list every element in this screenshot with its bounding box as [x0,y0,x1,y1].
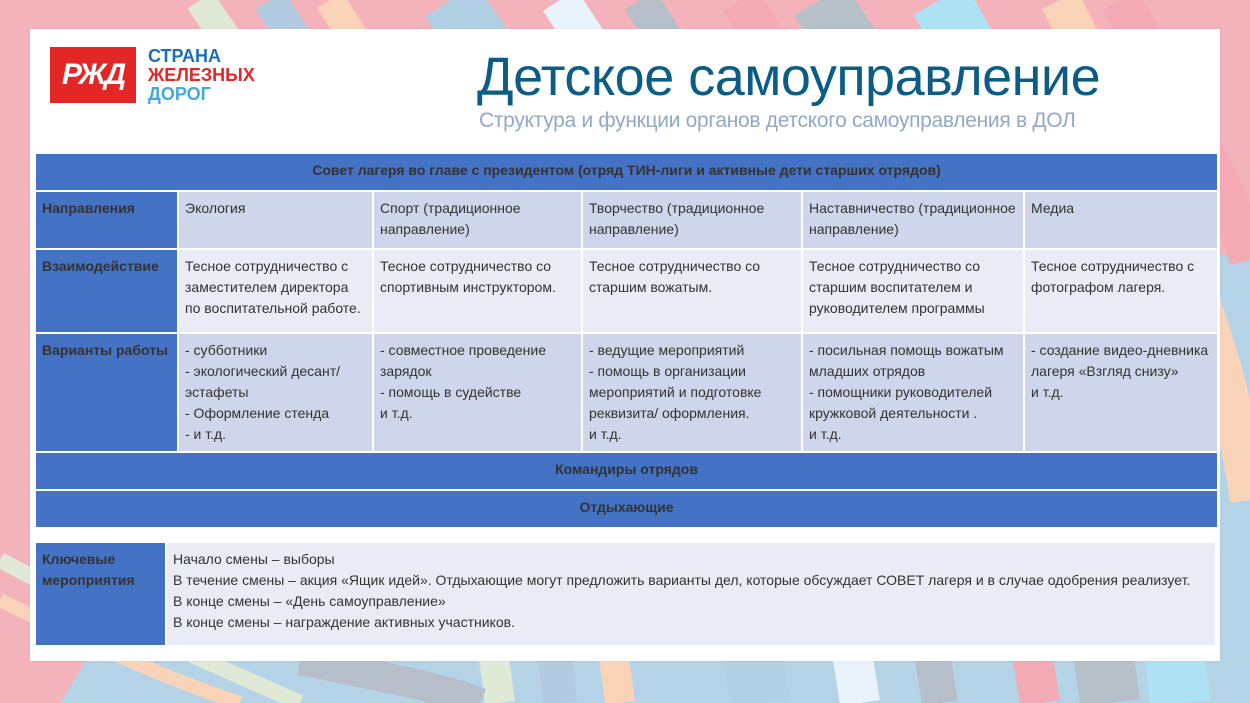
table-row-interaction [35,249,1218,333]
list-line: и т.д. [380,405,413,421]
logo-line-3: ДОРОГ [148,83,211,104]
rzd-logo-icon: РЖД [61,58,125,91]
list-line: - ведущие мероприятий [589,342,745,358]
table-row-key-events [35,542,1216,646]
list-line: и т.д. [809,426,842,442]
table-cell: Тесное сотрудничество со спортивным инструктором. [373,249,582,333]
row-label: Направления [35,191,178,249]
structure-table [34,152,1219,529]
table-cell: Медиа [1024,191,1218,249]
campers-band: Отдыхающие [35,490,1218,528]
table-cell [1024,333,1218,452]
event-line: В конце смены – награждение активных участников. [173,614,515,630]
rzd-logo-mark [50,47,136,103]
logo-slogan [148,47,255,104]
list-line: - создание видео-дневника лагеря «Взгляд снизу» [1031,342,1209,379]
table-cell: Спорт (традиционное направление) [373,191,582,249]
key-events-table [34,541,1217,647]
event-line: Начало смены – выборы [173,551,335,567]
council-band: Совет лагеря во главе с президентом (отряд ТИН-лиги и активные дети старших отрядов) [35,153,1218,191]
rzd-logo [50,47,255,103]
table-cell: Тесное сотрудничество со старшим вожатым. [582,249,802,333]
list-line: - и т.д. [185,426,227,442]
table-row-work-options [35,333,1218,452]
list-line: и т.д. [589,426,622,442]
table-row-directions [35,191,1218,249]
table-cell: Экология [178,191,373,249]
list-line: - совместное проведение зарядок [380,342,546,379]
list-line: - помощь в судействе [380,384,522,400]
logo-line-1: СТРАНА [148,45,221,66]
table-cell: Тесное сотрудничество со старшим воспитателем и руководителем программы [802,249,1024,333]
table-cell [582,333,802,452]
table-cell [178,333,373,452]
table-cell: Тесное сотрудничество с заместителем директора по воспитательной работе. [178,249,373,333]
page-title: Детское самоуправление [477,47,1101,107]
key-events-cell [166,542,1216,646]
list-line: - помощь в организации мероприятий и подготовке реквизита/ оформления. [589,363,762,421]
list-line: - помощники руководителей кружковой деятельности . [809,384,993,421]
list-line: - посильная помощь вожатым младших отрядов [809,342,1004,379]
table-cell [373,333,582,452]
list-line: - Оформление стенда [185,405,330,421]
list-line: - экологический десант/эстафеты [185,363,341,400]
row-label: Ключевые мероприятия [35,542,166,646]
event-line: В течение смены – акция «Ящик идей». Отдыхающие могут предложить варианты дел, которые обсуждает СОВЕТ лагеря и в случае одобрения реализует. [173,572,1191,588]
commanders-band: Командиры отрядов [35,452,1218,490]
row-label: Варианты работы [35,333,178,452]
table-cell [802,333,1024,452]
row-label: Взаимодействие [35,249,178,333]
page-subtitle: Структура и функции органов детского самоуправления в ДОЛ [479,109,1076,132]
slide-card [30,29,1220,661]
table-cell: Наставничество (традиционное направление) [802,191,1024,249]
table-cell: Творчество (традиционное направление) [582,191,802,249]
list-line: и т.д. [1031,384,1064,400]
event-line: В конце смены – «День самоуправление» [173,593,446,609]
logo-line-2: ЖЕЛЕЗНЫХ [148,64,255,85]
list-line: - субботники [185,342,268,358]
table-cell: Тесное сотрудничество с фотографом лагеря. [1024,249,1218,333]
